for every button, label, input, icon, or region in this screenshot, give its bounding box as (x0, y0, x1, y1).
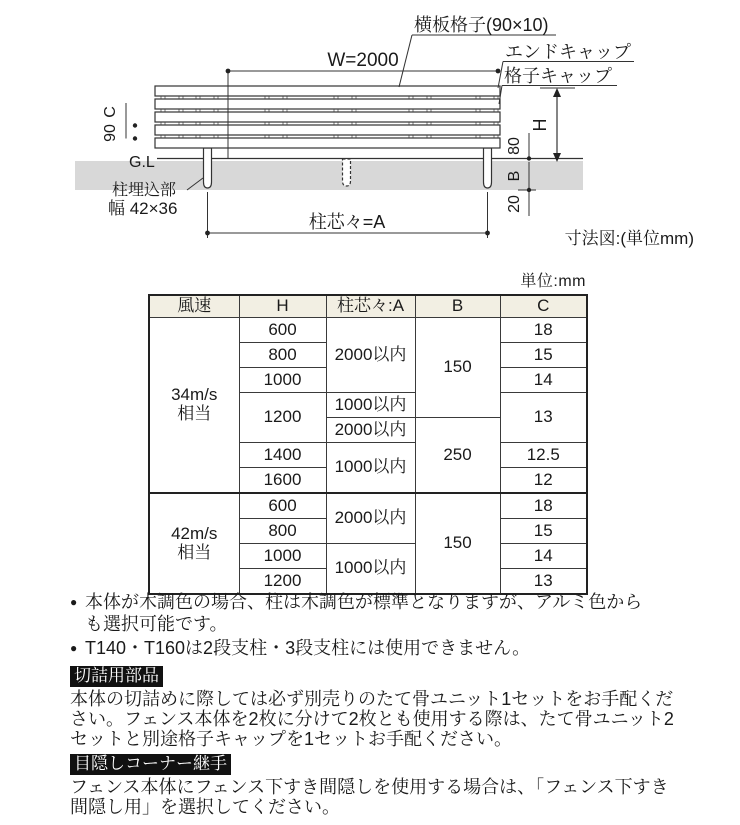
cell-b: 150 (415, 493, 500, 594)
board-callout-label: 横板格子(90×10) (414, 15, 549, 35)
board (155, 138, 500, 148)
dim-width (226, 50, 501, 73)
note-text: T140・T160は2段支柱・3段支柱には使用できません。 (85, 638, 531, 658)
embed-label: 柱埋込部 (112, 182, 177, 199)
dimension-diagram (0, 0, 740, 258)
board (155, 125, 500, 135)
section-title: 目隠しコーナー継手 (70, 754, 231, 775)
cell-h: 1200 (239, 393, 326, 443)
dim-height (530, 88, 575, 162)
board (155, 112, 500, 122)
cell-c: 15 (500, 519, 587, 544)
header-row (149, 295, 587, 318)
dim-90-label: 90 (102, 124, 119, 142)
board (155, 86, 500, 96)
wind-group-42 (149, 493, 239, 594)
cell-c: 13 (500, 393, 587, 443)
dim-width-label: W=2000 (327, 50, 399, 71)
cell-c: 18 (500, 493, 587, 519)
cell-c: 15 (500, 343, 587, 368)
cell-h: 800 (239, 519, 326, 544)
col-header-b: B (415, 295, 500, 318)
cell-a: 2000以内 (326, 418, 415, 443)
section-body: 本体の切詰めに際しては必ず別売りのたて骨ユニット1セットをお手配ください。フェンス本体を2枚に分けて2枚とも使用する際は、たて骨ユニット2セットと別途格子キャップを1セットお手配ください。 (70, 689, 674, 749)
section-corner-joint (70, 753, 678, 817)
wind-line: 相当 (177, 542, 212, 562)
note-item (70, 591, 660, 635)
cell-b: 250 (415, 418, 500, 494)
embed-size-label: 幅 42×36 (108, 199, 178, 218)
cell-h: 1200 (239, 569, 326, 595)
note-item (70, 637, 660, 659)
spec-table (148, 294, 588, 595)
dim-80-label: 80 (506, 137, 523, 155)
bullet-icon: ● (70, 641, 78, 655)
cell-b: 150 (415, 318, 500, 418)
middle-post-hidden (343, 159, 351, 186)
latticecap-callout-label: 格子キャップ (504, 66, 612, 86)
board (155, 99, 500, 109)
cell-a: 1000以内 (326, 544, 415, 595)
dim-b-label: B (506, 170, 523, 182)
cell-a: 2000以内 (326, 318, 415, 393)
cell-h: 1000 (239, 368, 326, 393)
left-post (204, 148, 212, 188)
dim-post-pitch (205, 192, 490, 238)
cell-a: 1000以内 (326, 443, 415, 494)
cell-c: 14 (500, 544, 587, 569)
col-header-a: 柱芯々:A (326, 295, 415, 318)
cell-h: 1600 (239, 468, 326, 494)
diagram-caption: 寸法図:(単位mm) (564, 229, 694, 248)
cell-a: 1000以内 (326, 393, 415, 418)
fence-boards (155, 86, 500, 148)
cell-c: 18 (500, 318, 587, 343)
section-body: フェンス本体にフェンス下すき間隠しを使用する場合は、「フェンス下すき間隠し用」を選択してください。 (70, 777, 669, 817)
bullet-icon: ● (70, 595, 78, 609)
gl-label: G.L (129, 154, 155, 171)
table-row (149, 318, 587, 343)
cell-c: 12 (500, 468, 587, 494)
dim-pitch-label: 柱芯々=A (308, 212, 386, 232)
table-unit-note: 単位:mm (520, 273, 586, 290)
wind-group-34 (149, 318, 239, 494)
section-title: 切詰用部品 (70, 666, 163, 687)
dim-h-label: H (530, 118, 550, 132)
wind-line: 相当 (177, 404, 212, 423)
cell-h: 1400 (239, 443, 326, 468)
cell-a: 2000以内 (326, 493, 415, 544)
endcap-callout-label: エンドキャップ (505, 42, 631, 62)
dim-left (102, 103, 137, 142)
info-sections (70, 665, 678, 821)
cell-h: 800 (239, 343, 326, 368)
right-post (484, 148, 492, 188)
cell-c: 14 (500, 368, 587, 393)
dim-c-label: C (102, 106, 119, 118)
col-header-h: H (239, 295, 326, 318)
col-header-wind: 風速 (149, 295, 239, 318)
cell-h: 1000 (239, 544, 326, 569)
cell-h: 600 (239, 493, 326, 519)
wind-line: 34m/s (171, 385, 218, 405)
col-header-c: C (500, 295, 587, 318)
table-row (149, 493, 587, 519)
cell-c: 12.5 (500, 443, 587, 468)
notes-list (70, 591, 660, 661)
wind-line: 42m/s (171, 523, 218, 543)
cell-h: 600 (239, 318, 326, 343)
note-text: 本体が木調色の場合、柱は木調色が標準となりますが、アルミ色からも選択可能です。 (85, 592, 643, 634)
cell-c: 13 (500, 569, 587, 595)
dim-20-label: 20 (506, 195, 523, 213)
section-cut-parts (70, 665, 678, 749)
